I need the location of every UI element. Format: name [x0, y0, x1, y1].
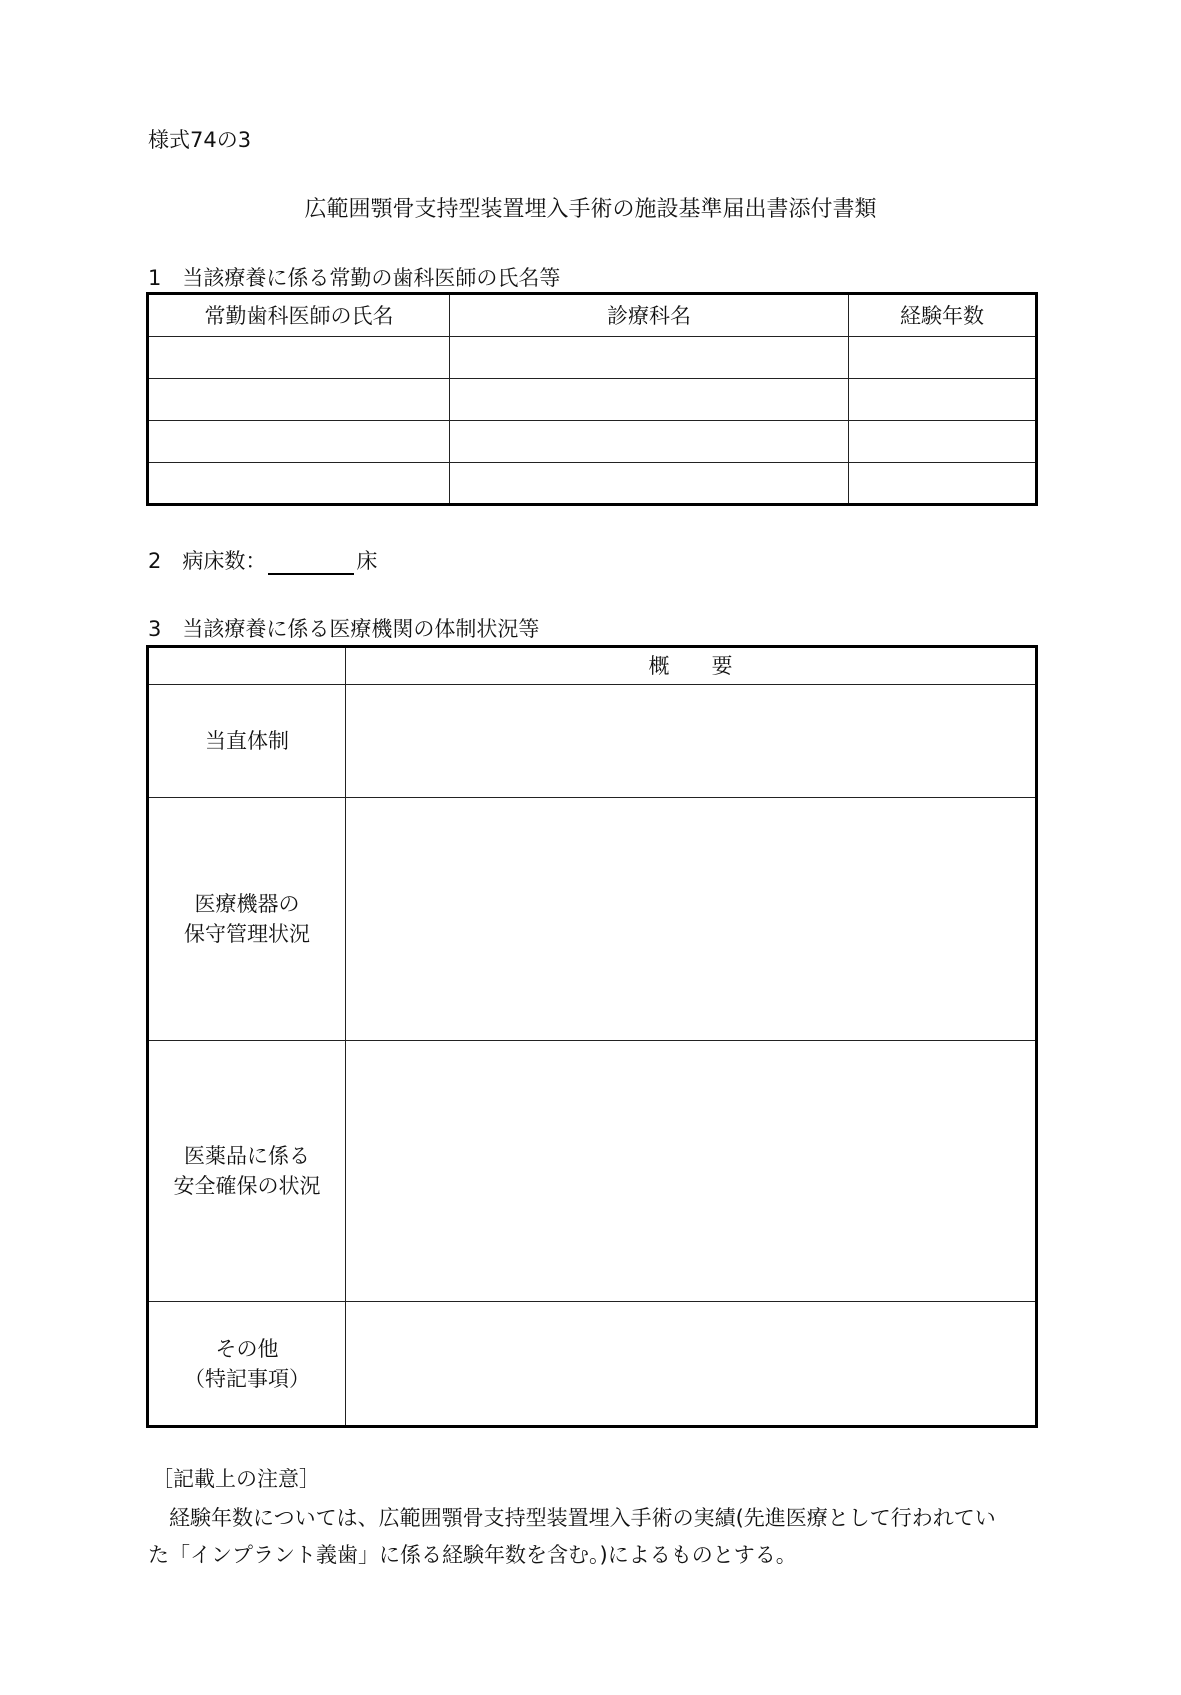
table-row [148, 337, 1037, 379]
section1-heading: 1 当該療養に係る常勤の歯科医師の氏名等 [148, 266, 561, 290]
table-row [148, 798, 1037, 1041]
bed-count-unit: 床 [356, 549, 378, 573]
label-line: 医療機器の [194, 892, 300, 916]
department-cell[interactable] [450, 463, 849, 505]
name-cell[interactable] [148, 379, 450, 421]
dentist-table [146, 292, 1038, 506]
department-cell[interactable] [450, 337, 849, 379]
form-number: 様式74の3 [148, 128, 252, 152]
table-header-row [148, 647, 1037, 685]
experience-cell[interactable] [849, 379, 1037, 421]
bed-count-field[interactable] [268, 551, 354, 575]
bed-count-label: 2 病床数： [148, 549, 267, 573]
experience-cell[interactable] [849, 463, 1037, 505]
equipment-maintenance-value[interactable] [346, 798, 1037, 1041]
table-row [148, 1041, 1037, 1302]
row-label-other [148, 1302, 346, 1427]
department-cell[interactable] [450, 421, 849, 463]
experience-cell[interactable] [849, 337, 1037, 379]
section3-heading: 3 当該療養に係る医療機関の体制状況等 [148, 617, 540, 641]
name-cell[interactable] [148, 463, 450, 505]
notes-heading: ［記載上の注意］ [152, 1467, 320, 1491]
bed-count-line [148, 545, 377, 575]
notes-line-1: 経験年数については、広範囲顎骨支持型装置埋入手術の実績(先進医療として行われてい [148, 1506, 996, 1530]
other-value[interactable] [346, 1302, 1037, 1427]
notes-line-2: た「インプラント義歯」に係る経験年数を含む。)によるものとする。 [148, 1543, 797, 1567]
label-line: 安全確保の状況 [173, 1174, 321, 1198]
facility-system-table [146, 645, 1038, 1428]
table-row [148, 1302, 1037, 1427]
column-header-summary: 概 要 [346, 647, 1037, 685]
label-line: 保守管理状況 [184, 922, 310, 946]
label-line: その他 [215, 1336, 279, 1361]
drug-safety-value[interactable] [346, 1041, 1037, 1302]
document-title: 広範囲顎骨支持型装置埋入手術の施設基準届出書添付書類 [304, 197, 877, 222]
row-label-equipment-maintenance [148, 798, 346, 1041]
row-label-night-duty [148, 685, 346, 798]
table-row [148, 685, 1037, 798]
table-row [148, 421, 1037, 463]
column-header-name: 常勤歯科医師の氏名 [148, 294, 450, 337]
department-cell[interactable] [450, 379, 849, 421]
night-duty-value[interactable] [346, 685, 1037, 798]
name-cell[interactable] [148, 421, 450, 463]
header-blank-cell [148, 647, 346, 685]
table-row [148, 379, 1037, 421]
table-header-row [148, 294, 1037, 337]
row-label-drug-safety [148, 1041, 346, 1302]
column-header-experience: 経験年数 [849, 294, 1037, 337]
experience-cell[interactable] [849, 421, 1037, 463]
table-row [148, 463, 1037, 505]
label-line: 医薬品に係る [184, 1144, 310, 1168]
label-line: 当直体制 [205, 729, 289, 753]
label-line: （特記事項） [184, 1366, 310, 1391]
name-cell[interactable] [148, 337, 450, 379]
column-header-department: 診療科名 [450, 294, 849, 337]
